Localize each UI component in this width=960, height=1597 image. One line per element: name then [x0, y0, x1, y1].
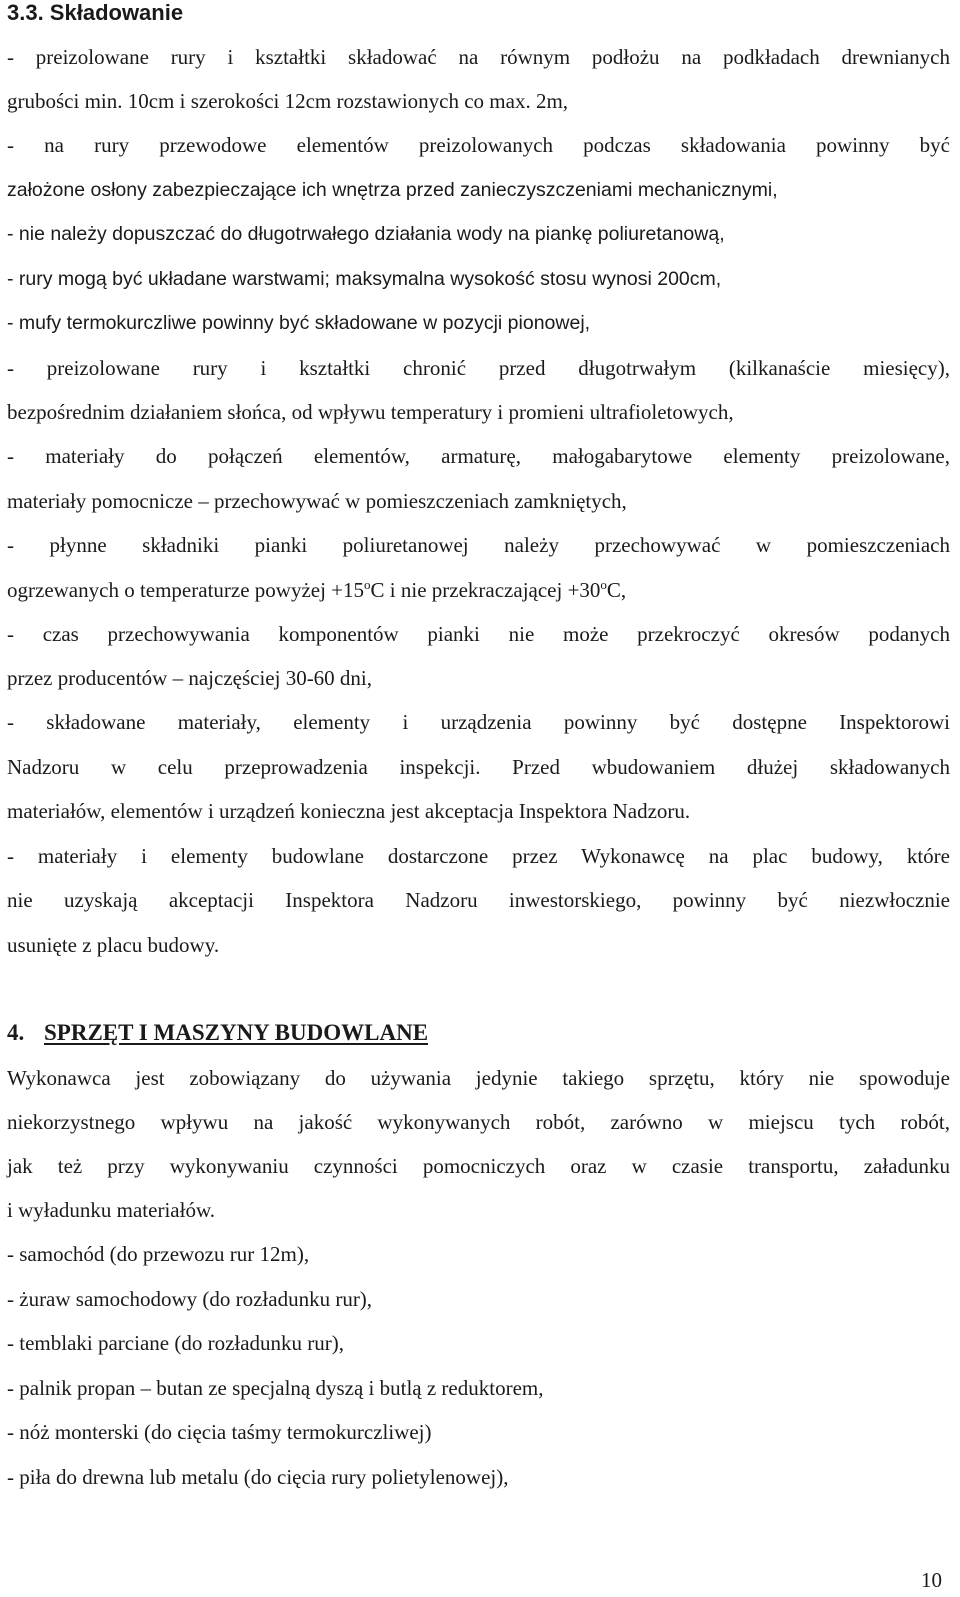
temp-text-after: C,	[606, 578, 627, 602]
text-line: - preizolowane rury i kształtki chronić przed długotrwałym (kilkanaście miesięcy),	[7, 356, 950, 380]
list-item: - piła do drewna lub metalu (do cięcia rury polietylenowej),	[7, 1465, 509, 1489]
text-line: - preizolowane rury i kształtki składować na równym podłożu na podkładach drewnianych	[7, 45, 950, 69]
text-line: - składowane materiały, elementy i urządzenia powinny być dostępne Inspektorowi	[7, 710, 950, 734]
text-line: niekorzystnego wpływu na jakość wykonywanych robót, zarówno w miejscu tych robót,	[7, 1110, 950, 1134]
section-heading	[7, 1020, 428, 1046]
text-line: - na rury przewodowe elementów preizolowanych podczas składowania powinny być	[7, 133, 950, 157]
section-heading: 3.3. Składowanie	[7, 0, 184, 25]
text-line: - materiały i elementy budowlane dostarczone przez Wykonawcę na plac budowy, które	[7, 844, 950, 868]
temperature-line	[7, 577, 626, 603]
text-line: - płynne składniki pianki poliuretanowej należy przechowywać w pomieszczeniach	[7, 533, 950, 557]
text-line: jak też przy wykonywaniu czynności pomocniczych oraz w czasie transportu, załadunku	[7, 1154, 950, 1178]
section-number: 4.	[7, 1020, 25, 1045]
text-line: założone osłony zabezpieczające ich wnętrza przed zanieczyszczeniami mechanicznymi,	[7, 179, 778, 201]
text-line: Wykonawca jest zobowiązany do używania jedynie takiego sprzętu, który nie spowoduje	[7, 1066, 950, 1090]
text-line: materiały pomocnicze – przechowywać w pomieszczeniach zamkniętych,	[7, 489, 627, 513]
text-line: - rury mogą być układane warstwami; maksymalna wysokość stosu wynosi 200cm,	[7, 268, 722, 290]
text-line: - materiały do połączeń elementów, armaturę, małogabarytowe elementy preizolowane,	[7, 444, 950, 468]
degree-superscript: o	[600, 577, 607, 592]
page-number: 10	[921, 1568, 942, 1592]
text-line: usunięte z placu budowy.	[7, 933, 220, 957]
list-item: - palnik propan – butan ze specjalną dyszą i butlą z reduktorem,	[7, 1376, 544, 1400]
list-item: - samochód (do przewozu rur 12m),	[7, 1242, 310, 1266]
text-line: nie uzyskają akceptacji Inspektora Nadzoru inwestorskiego, powinny być niezwłocznie	[7, 888, 950, 912]
text-line: przez producentów – najczęściej 30-60 dni,	[7, 666, 373, 690]
text-line: bezpośrednim działaniem słońca, od wpływu temperatury i promieni ultrafioletowych,	[7, 400, 734, 424]
list-item: - nóż monterski (do cięcia taśmy termokurczliwej)	[7, 1420, 432, 1444]
text-line: Nadzoru w celu przeprowadzenia inspekcji. Przed wbudowaniem dłużej składowanych	[7, 755, 950, 779]
text-line: - czas przechowywania komponentów pianki nie może przekroczyć okresów podanych	[7, 622, 950, 646]
temp-text-middle: C i nie przekraczającej +30	[370, 578, 601, 602]
text-line: grubości min. 10cm i szerokości 12cm rozstawionych co max. 2m,	[7, 89, 569, 113]
temp-text-before: ogrzewanych o temperaturze powyżej +15	[7, 578, 365, 602]
degree-superscript: o	[364, 577, 371, 592]
text-line: materiałów, elementów i urządzeń konieczna jest akceptacja Inspektora Nadzoru.	[7, 799, 691, 823]
text-line: - nie należy dopuszczać do długotrwałego działania wody na piankę poliuretanową,	[7, 223, 725, 245]
text-line: i wyładunku materiałów.	[7, 1198, 216, 1222]
section-title: SPRZĘT I MASZYNY BUDOWLANE	[44, 1020, 429, 1045]
list-item: - temblaki parciane (do rozładunku rur),	[7, 1331, 345, 1355]
text-line: - mufy termokurczliwe powinny być składowane w pozycji pionowej,	[7, 312, 591, 334]
list-item: - żuraw samochodowy (do rozładunku rur),	[7, 1287, 373, 1311]
